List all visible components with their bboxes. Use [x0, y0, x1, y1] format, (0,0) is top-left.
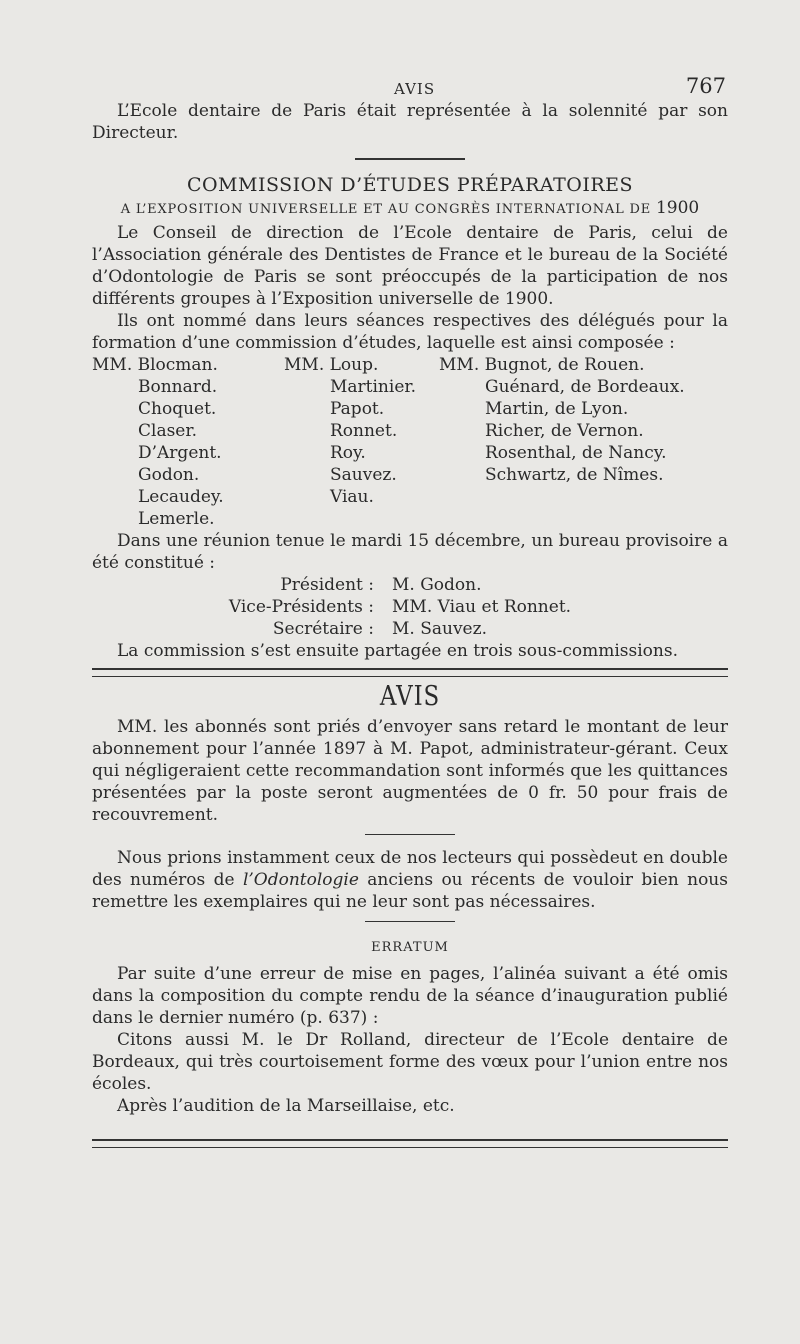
- bureau-role: Vice-Présidents :: [228, 597, 374, 617]
- member-entry: MM. Bugnot, de Rouen.: [439, 355, 645, 375]
- member-entry: Bonnard.: [138, 377, 218, 397]
- member-entry: Ronnet.: [330, 421, 398, 441]
- page-number: 767: [685, 74, 726, 98]
- member-entry: Martin, de Lyon.: [485, 399, 629, 419]
- bureau-name: MM. Viau et Ronnet.: [392, 597, 572, 617]
- member-entry: Godon.: [138, 465, 200, 485]
- bureau-list: [92, 574, 728, 640]
- bureau-role: Secrétaire :: [272, 619, 374, 639]
- avis-paragraph-2: [92, 847, 728, 913]
- commission-paragraph-1: Le Conseil de direction de l’Ecole dentaire de Paris, celui de l’Association générale des Dentistes de France et le bureau de la Société d’Odontologie de Paris se sont préoccupés de la participation de nos différents groupes à l’Exposition universelle de 1900.: [92, 223, 728, 309]
- avis-paragraph-1: MM. les abonnés sont priés d’envoyer sans retard le montant de leur abonnement pour l’année 1897 à M. Papot, administrateur-gérant. Ceux qui négligeraient cette recommandation sont informés que les quittances présentées par la poste seront augmentées de 0 fr. 50 pour frais de recouvrement.: [92, 717, 728, 825]
- member-entry: Richer, de Vernon.: [485, 421, 644, 441]
- commission-paragraph-3: Dans une réunion tenue le mardi 15 décembre, un bureau provisoire a été constitué :: [92, 531, 728, 573]
- commission-paragraph-2: Ils ont nommé dans leurs séances respectives des délégués pour la formation d’une commission d’études, laquelle est ainsi composée :: [92, 311, 728, 353]
- section-divider: [365, 834, 455, 835]
- member-entry: Lecaudey.: [138, 487, 224, 507]
- member-entry: Sauvez.: [330, 465, 397, 485]
- erratum-paragraph-1: Par suite d’une erreur de mise en pages, l’alinéa suivant a été omis dans la composition du compte rendu de la séance d’inauguration publié dans le dernier numéro (p. 637) :: [92, 964, 728, 1028]
- member-entry: Roy.: [330, 443, 366, 463]
- commission-subtitle-text: A L’EXPOSITION UNIVERSELLE ET AU CONGRÈS INTERNATIONAL DE: [120, 202, 651, 217]
- member-entry: Schwartz, de Nîmes.: [485, 465, 664, 485]
- bureau-role: Président :: [280, 575, 374, 595]
- bureau-row-secretary: [92, 618, 728, 640]
- double-divider: [92, 668, 728, 677]
- bureau-name: M. Sauvez.: [392, 619, 487, 639]
- bureau-row-vice-presidents: [92, 596, 728, 618]
- commission-paragraph-4: La commission s’est ensuite partagée en trois sous-commissions.: [117, 641, 678, 661]
- member-entry: Claser.: [138, 421, 198, 441]
- members-column-2: [284, 354, 416, 508]
- members-column-1: [92, 354, 224, 530]
- member-entry: Papot.: [330, 399, 385, 419]
- erratum-paragraph-2: Citons aussi M. le Dr Rolland, directeur de l’Ecole dentaire de Bordeaux, qui très courtoisement forme des vœux pour l’union entre nos écoles.: [92, 1030, 728, 1094]
- avis-title: AVIS: [379, 681, 441, 712]
- erratum-paragraph-3: Après l’audition de la Marseillaise, etc.: [117, 1096, 455, 1116]
- member-entry: MM. Blocman.: [92, 355, 218, 375]
- avis-paragraph-2-start: Nous prions instamment ceux de nos lecteurs qui possèdeut en double des numéros de: [92, 848, 728, 890]
- avis-paragraph-2-end: anciens ou récents de vouloir bien nous remettre les exemplaires qui ne leur sont pas nécessaires.: [92, 870, 728, 912]
- member-entry: Rosenthal, de Nancy.: [485, 443, 667, 463]
- member-entry: Martinier.: [330, 377, 417, 397]
- member-entry: D’Argent.: [138, 443, 222, 463]
- double-divider: [92, 1139, 728, 1148]
- erratum-title: ERRATUM: [371, 940, 449, 955]
- commission-title: COMMISSION D’ÉTUDES PRÉPARATOIRES: [186, 174, 634, 196]
- section-divider: [365, 921, 455, 922]
- page-header: [92, 74, 728, 100]
- intro-paragraph: L’Ecole dentaire de Paris était représentée à la solennité par son Directeur.: [92, 101, 728, 143]
- member-entry: Viau.: [330, 487, 374, 507]
- bureau-row-president: [92, 574, 728, 596]
- member-entry: Choquet.: [138, 399, 217, 419]
- bureau-name: M. Godon.: [392, 575, 482, 595]
- commission-subtitle-year: 1900: [655, 198, 700, 218]
- page: [92, 74, 728, 1152]
- members-list: [92, 354, 728, 530]
- journal-title: l’Odontologie: [242, 870, 359, 890]
- members-column-3: [439, 354, 685, 486]
- running-title: AVIS: [394, 80, 436, 98]
- member-entry: MM. Loup.: [284, 355, 379, 375]
- section-divider: [355, 158, 465, 160]
- commission-subtitle: [92, 198, 728, 218]
- member-entry: Lemerle.: [138, 509, 215, 529]
- member-entry: Guénard, de Bordeaux.: [485, 377, 685, 397]
